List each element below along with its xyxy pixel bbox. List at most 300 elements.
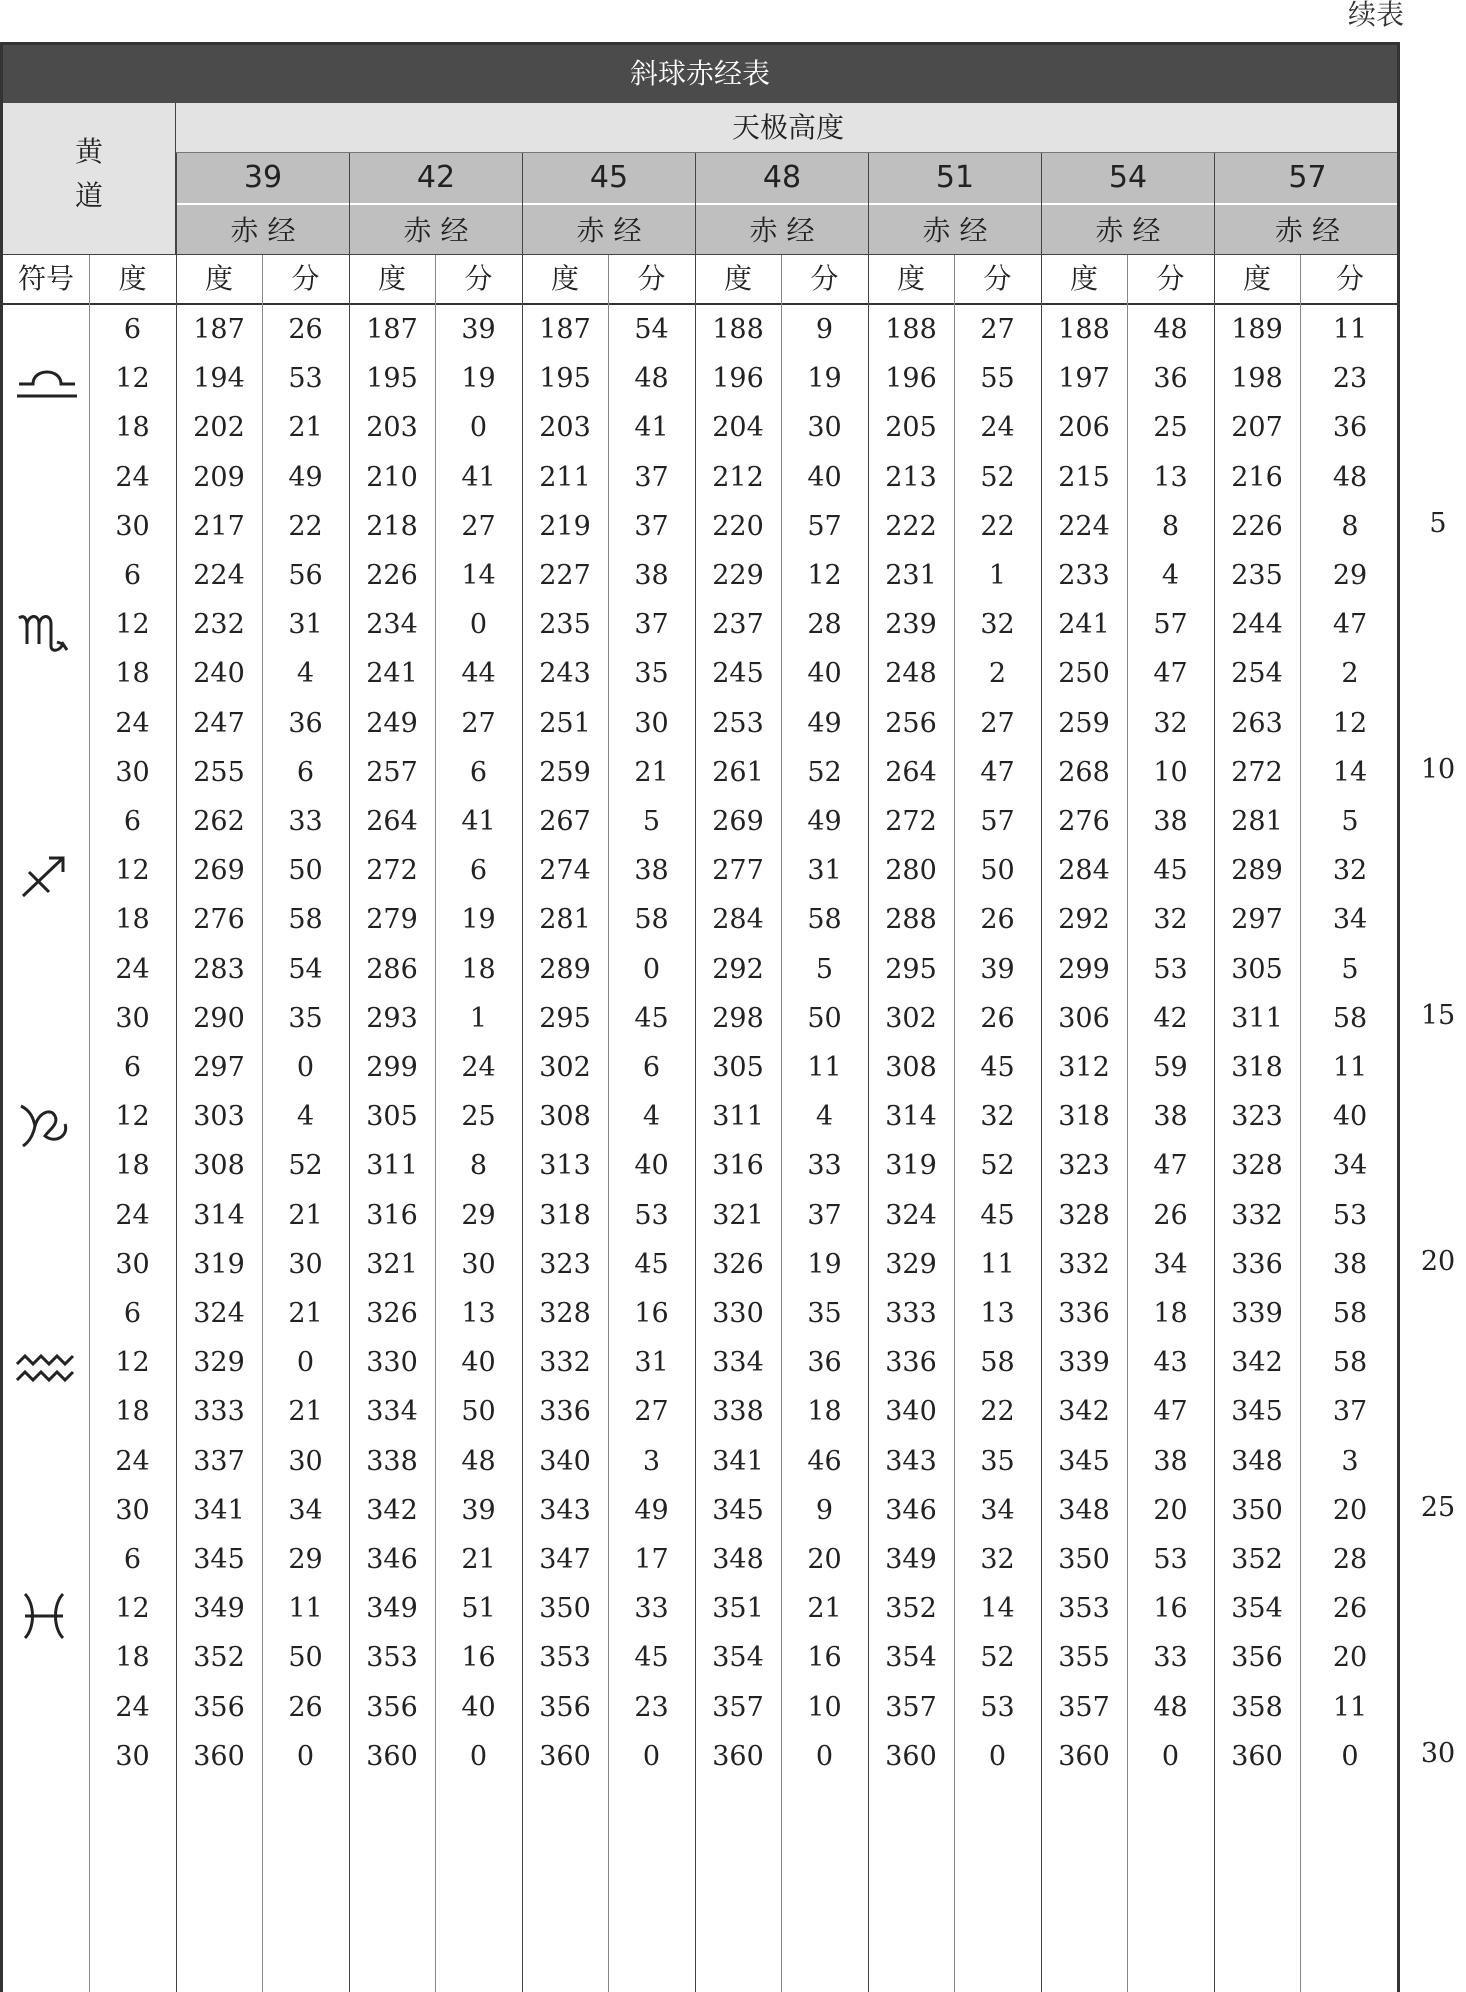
ra-minute-cell: 30 [807,412,842,444]
ra-minute-cell: 21 [461,1544,496,1575]
ra-minute-cell: 24 [461,1052,496,1083]
ra-degree-cell: 240 [193,658,245,690]
ra-minute-cell: 8 [1341,510,1359,542]
ra-minute-cell: 48 [1332,461,1368,493]
degree-cell: 6 [123,806,142,837]
ra-minute-cell: 50 [461,1396,496,1428]
ra-minute-cell: 10 [1153,756,1188,788]
ra-degree-cell: 231 [885,560,937,591]
ra-minute-cell: 52 [980,461,1015,493]
ra-minute-cell: 53 [1332,1199,1368,1231]
ra-degree-cell: 281 [1231,806,1283,837]
ra-minute-cell: 23 [634,1691,669,1723]
degree-cell: 6 [123,314,142,345]
ra-degree-cell: 233 [1058,560,1110,591]
ra-minute-cell: 30 [461,1248,496,1280]
ra-minute-cell: 26 [288,314,323,345]
degree-cell: 12 [115,363,150,395]
ra-minute-cell: 45 [1153,855,1188,887]
ra-minute-cell: 26 [1332,1593,1368,1625]
ra-minute-cell: 0 [815,1740,834,1772]
ra-degree-cell: 336 [1231,1248,1283,1280]
ra-minute-cell: 50 [288,855,323,887]
ra-degree-cell: 337 [193,1445,245,1477]
ra-minute-cell: 58 [1332,1298,1368,1329]
ra-header: 赤 经 [695,204,868,255]
ra-degree-cell: 205 [885,412,937,444]
ra-minute-cell: 33 [807,1150,842,1182]
ra-degree-cell: 319 [885,1150,937,1182]
ra-degree-cell: 299 [366,1052,418,1083]
ra-minute-cell: 50 [288,1642,323,1674]
ra-degree-cell: 350 [1231,1494,1283,1526]
scorpio-icon [11,600,81,660]
ra-minute-cell: 1 [988,560,1007,591]
ra-minute-cell: 27 [980,707,1015,739]
minute-subheader: 分 [1300,255,1400,303]
degree-cell: 18 [115,1150,150,1182]
ra-degree-cell: 308 [885,1052,937,1083]
ra-minute-cell: 6 [642,1052,661,1083]
ra-degree-cell: 353 [366,1642,418,1674]
ra-degree-cell: 308 [193,1150,245,1182]
ra-degree-cell: 360 [712,1740,764,1772]
ra-degree-cell: 217 [193,510,245,542]
ra-degree-cell: 264 [885,756,937,788]
ra-minute-cell: 36 [1332,412,1368,444]
ra-minute-cell: 30 [288,1248,323,1280]
ra-degree-cell: 353 [1058,1593,1110,1625]
ra-minute-cell: 45 [634,1002,669,1034]
ra-degree-cell: 280 [885,855,937,887]
ra-degree-cell: 235 [539,609,591,641]
ra-degree-cell: 224 [193,560,245,591]
ra-minute-cell: 38 [634,855,669,887]
ra-minute-cell: 31 [807,855,842,887]
ra-minute-cell: 0 [642,953,661,985]
ra-degree-cell: 324 [193,1298,245,1329]
ra-minute-cell: 0 [469,609,488,641]
minute-subheader: 分 [954,255,1041,303]
ra-minute-cell: 29 [461,1199,496,1231]
ra-degree-cell: 348 [1058,1494,1110,1526]
ra-degree-cell: 295 [885,953,937,985]
ra-degree-cell: 226 [1231,510,1283,542]
ra-degree-cell: 348 [1231,1445,1283,1477]
ra-minute-cell: 0 [296,1052,315,1083]
ra-degree-cell: 256 [885,707,937,739]
ra-minute-cell: 6 [469,756,488,788]
ra-degree-cell: 297 [1231,904,1283,936]
sign-column-header: 符号 [3,255,89,303]
ra-degree-cell: 243 [539,658,591,690]
ra-degree-cell: 250 [1058,658,1110,690]
degree-cell: 30 [115,510,150,542]
ra-degree-cell: 204 [712,412,764,444]
ra-minute-cell: 38 [1332,1248,1368,1280]
ra-degree-cell: 302 [539,1052,591,1083]
ra-degree-cell: 328 [539,1298,591,1329]
ra-degree-cell: 237 [712,609,764,641]
latitude-57-header: 57 [1214,153,1400,203]
ra-minute-cell: 57 [807,510,842,542]
ra-degree-cell: 292 [712,953,764,985]
ra-degree-cell: 328 [1058,1199,1110,1231]
latitude-45-header: 45 [522,153,695,203]
ra-minute-cell: 32 [980,1101,1015,1133]
ra-degree-cell: 303 [193,1101,245,1133]
ra-degree-cell: 211 [539,461,591,493]
ra-minute-cell: 10 [807,1691,842,1723]
ra-minute-cell: 21 [288,1199,323,1231]
ra-degree-cell: 272 [885,806,937,837]
ra-minute-cell: 13 [980,1298,1015,1329]
ra-minute-cell: 33 [288,806,323,837]
ra-minute-cell: 11 [807,1052,842,1083]
ra-minute-cell: 37 [1332,1396,1368,1428]
ra-minute-cell: 47 [1153,658,1188,690]
ra-minute-cell: 43 [1153,1347,1188,1379]
ra-minute-cell: 40 [807,461,842,493]
ra-minute-cell: 45 [980,1199,1015,1231]
ra-degree-cell: 349 [366,1593,418,1625]
ra-minute-cell: 21 [807,1593,842,1625]
pole-height-header: 天极高度 [176,103,1400,153]
ra-degree-cell: 198 [1231,363,1283,395]
ra-degree-cell: 347 [539,1544,591,1575]
margin-line-number: 25 [1420,1491,1456,1523]
ra-minute-cell: 12 [1332,707,1368,739]
margin-line-number: 10 [1420,753,1456,785]
ra-minute-cell: 23 [1332,363,1368,395]
ra-minute-cell: 51 [461,1593,496,1625]
degree-cell: 24 [115,707,150,739]
ra-minute-cell: 34 [1153,1248,1188,1280]
ra-degree-cell: 311 [366,1150,418,1182]
ra-degree-cell: 318 [1058,1101,1110,1133]
ra-minute-cell: 26 [980,904,1015,936]
ra-minute-cell: 18 [1153,1298,1188,1329]
ra-minute-cell: 27 [980,314,1015,345]
ra-degree-cell: 332 [1058,1248,1110,1280]
ra-minute-cell: 16 [634,1298,669,1329]
ra-minute-cell: 34 [1332,904,1368,936]
ra-minute-cell: 33 [634,1593,669,1625]
ra-minute-cell: 6 [469,855,488,887]
ra-degree-cell: 343 [539,1494,591,1526]
ra-minute-cell: 0 [296,1740,315,1772]
ra-minute-cell: 57 [980,806,1015,837]
ra-minute-cell: 40 [461,1347,496,1379]
ra-header: 赤 经 [868,204,1041,255]
ra-degree-cell: 239 [885,609,937,641]
ra-degree-cell: 356 [193,1691,245,1723]
ra-degree-cell: 286 [366,953,418,985]
ra-minute-cell: 55 [980,363,1015,395]
ra-minute-cell: 11 [980,1248,1015,1280]
ra-degree-cell: 269 [712,806,764,837]
ra-minute-cell: 8 [1161,510,1180,542]
ra-minute-cell: 0 [469,1740,488,1772]
ra-degree-cell: 259 [539,756,591,788]
ra-degree-cell: 206 [1058,412,1110,444]
degree-cell: 24 [115,1691,150,1723]
ra-degree-cell: 253 [712,707,764,739]
ra-minute-cell: 38 [1153,1101,1188,1133]
minute-subheader: 分 [262,255,349,303]
ra-minute-cell: 4 [1161,560,1180,591]
ra-minute-cell: 41 [461,806,496,837]
ra-minute-cell: 58 [1332,1347,1368,1379]
ra-degree-cell: 350 [1058,1544,1110,1575]
ra-minute-cell: 38 [634,560,669,591]
ra-minute-cell: 58 [980,1347,1015,1379]
ra-degree-cell: 312 [1058,1052,1110,1083]
ra-degree-cell: 360 [885,1740,937,1772]
continued-label: 续表 [1347,0,1404,31]
ra-degree-cell: 345 [712,1494,764,1526]
ra-minute-cell: 41 [461,461,496,493]
ra-minute-cell: 32 [980,609,1015,641]
ra-minute-cell: 35 [980,1445,1015,1477]
ra-degree-cell: 244 [1231,609,1283,641]
ra-minute-cell: 59 [1153,1052,1188,1083]
ra-degree-cell: 358 [1231,1691,1283,1723]
ra-degree-cell: 348 [712,1544,764,1575]
ra-degree-cell: 343 [885,1445,937,1477]
ra-degree-cell: 283 [193,953,245,985]
ra-minute-cell: 4 [296,658,315,690]
ra-degree-cell: 203 [539,412,591,444]
ra-minute-cell: 31 [634,1347,669,1379]
ra-minute-cell: 45 [980,1052,1015,1083]
ra-degree-cell: 195 [539,363,591,395]
ra-degree-cell: 329 [193,1347,245,1379]
ra-minute-cell: 32 [980,1544,1015,1575]
ra-minute-cell: 53 [288,363,323,395]
ra-degree-cell: 305 [712,1052,764,1083]
ra-minute-cell: 11 [1332,314,1368,345]
ra-degree-cell: 209 [193,461,245,493]
ra-minute-cell: 48 [1153,314,1188,345]
ra-degree-cell: 326 [712,1248,764,1280]
ra-minute-cell: 0 [1341,1740,1359,1772]
ra-minute-cell: 22 [288,510,323,542]
ra-minute-cell: 36 [807,1347,842,1379]
degree-cell: 24 [115,1445,150,1477]
ra-degree-cell: 261 [712,756,764,788]
latitude-39-header: 39 [176,153,349,203]
ra-degree-cell: 284 [712,904,764,936]
ra-degree-cell: 356 [1231,1642,1283,1674]
ra-degree-cell: 272 [1231,756,1283,788]
degree-cell: 18 [115,412,150,444]
ra-degree-cell: 336 [885,1347,937,1379]
ra-degree-cell: 345 [1058,1445,1110,1477]
ra-degree-cell: 314 [885,1101,937,1133]
ra-degree-cell: 195 [366,363,418,395]
ra-minute-cell: 26 [1153,1199,1188,1231]
ra-degree-cell: 202 [193,412,245,444]
ra-degree-cell: 345 [193,1544,245,1575]
ra-minute-cell: 9 [815,314,834,345]
ra-minute-cell: 32 [1153,707,1188,739]
ra-minute-cell: 19 [807,363,842,395]
ra-degree-cell: 251 [539,707,591,739]
ra-header: 赤 经 [1214,204,1400,255]
ra-degree-cell: 235 [1231,560,1283,591]
ra-degree-cell: 311 [712,1101,764,1133]
degree-cell: 30 [115,756,150,788]
ra-degree-cell: 289 [1231,855,1283,887]
ra-degree-cell: 334 [366,1396,418,1428]
ra-minute-cell: 39 [980,953,1015,985]
ra-minute-cell: 37 [807,1199,842,1231]
ra-minute-cell: 30 [288,1445,323,1477]
ra-minute-cell: 28 [807,609,842,641]
ra-degree-cell: 203 [366,412,418,444]
ra-degree-cell: 334 [712,1347,764,1379]
ra-minute-cell: 29 [288,1544,323,1575]
ra-minute-cell: 42 [1153,1002,1188,1034]
table-title: 斜球赤经表 [3,45,1397,103]
ra-degree-cell: 229 [712,560,764,591]
degree-cell: 18 [115,1396,150,1428]
ra-degree-cell: 188 [885,314,937,345]
ra-minute-cell: 31 [288,609,323,641]
ra-minute-cell: 53 [1153,1544,1188,1575]
ra-minute-cell: 33 [1153,1642,1188,1674]
ra-degree-cell: 224 [1058,510,1110,542]
ra-minute-cell: 20 [1153,1494,1188,1526]
ra-minute-cell: 0 [469,412,488,444]
degree-cell: 30 [115,1002,150,1034]
ra-degree-cell: 196 [712,363,764,395]
ra-minute-cell: 47 [1332,609,1368,641]
ra-minute-cell: 35 [288,1002,323,1034]
ra-minute-cell: 45 [634,1642,669,1674]
degree-cell: 24 [115,953,150,985]
ra-degree-cell: 342 [366,1494,418,1526]
ra-minute-cell: 0 [988,1740,1007,1772]
degree-column-header: 度 [89,255,176,303]
ra-degree-cell: 323 [1058,1150,1110,1182]
ra-degree-cell: 218 [366,510,418,542]
ra-minute-cell: 39 [461,1494,496,1526]
ra-minute-cell: 34 [288,1494,323,1526]
ra-degree-cell: 187 [539,314,591,345]
ra-degree-cell: 216 [1231,461,1283,493]
ra-degree-cell: 342 [1231,1347,1283,1379]
ra-degree-cell: 349 [885,1544,937,1575]
ra-degree-cell: 245 [712,658,764,690]
ra-minute-cell: 21 [288,1396,323,1428]
ra-degree-cell: 346 [366,1544,418,1575]
ra-minute-cell: 38 [1153,806,1188,837]
ra-degree-cell: 357 [712,1691,764,1723]
margin-line-number: 15 [1420,999,1456,1031]
oblique-ascension-table [0,42,1400,1992]
degree-subheader: 度 [1041,255,1127,303]
ra-minute-cell: 29 [1332,560,1368,591]
ra-minute-cell: 37 [634,461,669,493]
ra-degree-cell: 241 [366,658,418,690]
ra-minute-cell: 14 [1332,756,1368,788]
degree-cell: 12 [115,855,150,887]
ra-degree-cell: 341 [193,1494,245,1526]
aquarius-icon [11,1338,81,1398]
degree-cell: 12 [115,1101,150,1133]
ra-degree-cell: 290 [193,1002,245,1034]
ra-minute-cell: 9 [815,1494,834,1526]
ra-minute-cell: 37 [634,510,669,542]
ra-degree-cell: 329 [885,1248,937,1280]
ra-degree-cell: 232 [193,609,245,641]
ra-minute-cell: 20 [1332,1642,1368,1674]
degree-cell: 12 [115,609,150,641]
ra-minute-cell: 50 [980,855,1015,887]
ra-degree-cell: 272 [366,855,418,887]
ra-minute-cell: 39 [461,314,496,345]
ra-minute-cell: 5 [642,806,661,837]
ra-degree-cell: 305 [366,1101,418,1133]
ra-degree-cell: 188 [1058,314,1110,345]
ra-minute-cell: 35 [634,658,669,690]
degree-cell: 6 [123,560,142,591]
ra-minute-cell: 0 [642,1740,661,1772]
degree-cell: 30 [115,1740,150,1772]
ra-degree-cell: 295 [539,1002,591,1034]
ra-degree-cell: 305 [1231,953,1283,985]
ra-minute-cell: 48 [461,1445,496,1477]
ra-minute-cell: 58 [288,904,323,936]
ra-minute-cell: 27 [461,707,496,739]
minute-subheader: 分 [608,255,695,303]
ra-degree-cell: 263 [1231,707,1283,739]
ra-minute-cell: 11 [1332,1691,1368,1723]
ecliptic-label: 黄 道 [74,135,103,212]
minute-subheader: 分 [781,255,868,303]
ra-minute-cell: 18 [461,953,496,985]
ra-degree-cell: 339 [1058,1347,1110,1379]
ra-minute-cell: 5 [1341,806,1359,837]
ra-minute-cell: 16 [461,1642,496,1674]
ra-minute-cell: 49 [634,1494,669,1526]
ra-minute-cell: 52 [288,1150,323,1182]
degree-cell: 30 [115,1494,150,1526]
latitude-48-header: 48 [695,153,868,203]
ra-minute-cell: 34 [980,1494,1015,1526]
degree-subheader: 度 [176,255,262,303]
ra-header: 赤 经 [176,204,349,255]
degree-cell: 18 [115,1642,150,1674]
ra-minute-cell: 21 [288,412,323,444]
ra-degree-cell: 330 [366,1347,418,1379]
ra-degree-cell: 356 [366,1691,418,1723]
libra-icon [11,354,81,414]
ra-minute-cell: 56 [288,560,323,591]
ra-minute-cell: 32 [1153,904,1188,936]
ra-minute-cell: 27 [461,510,496,542]
ra-minute-cell: 40 [634,1150,669,1182]
ra-degree-cell: 357 [885,1691,937,1723]
header-bottom-rule [3,303,1400,305]
degree-cell: 6 [123,1052,142,1083]
degree-subheader: 度 [695,255,781,303]
ra-minute-cell: 11 [1332,1052,1368,1083]
header-divider [3,254,1400,255]
ra-degree-cell: 354 [712,1642,764,1674]
